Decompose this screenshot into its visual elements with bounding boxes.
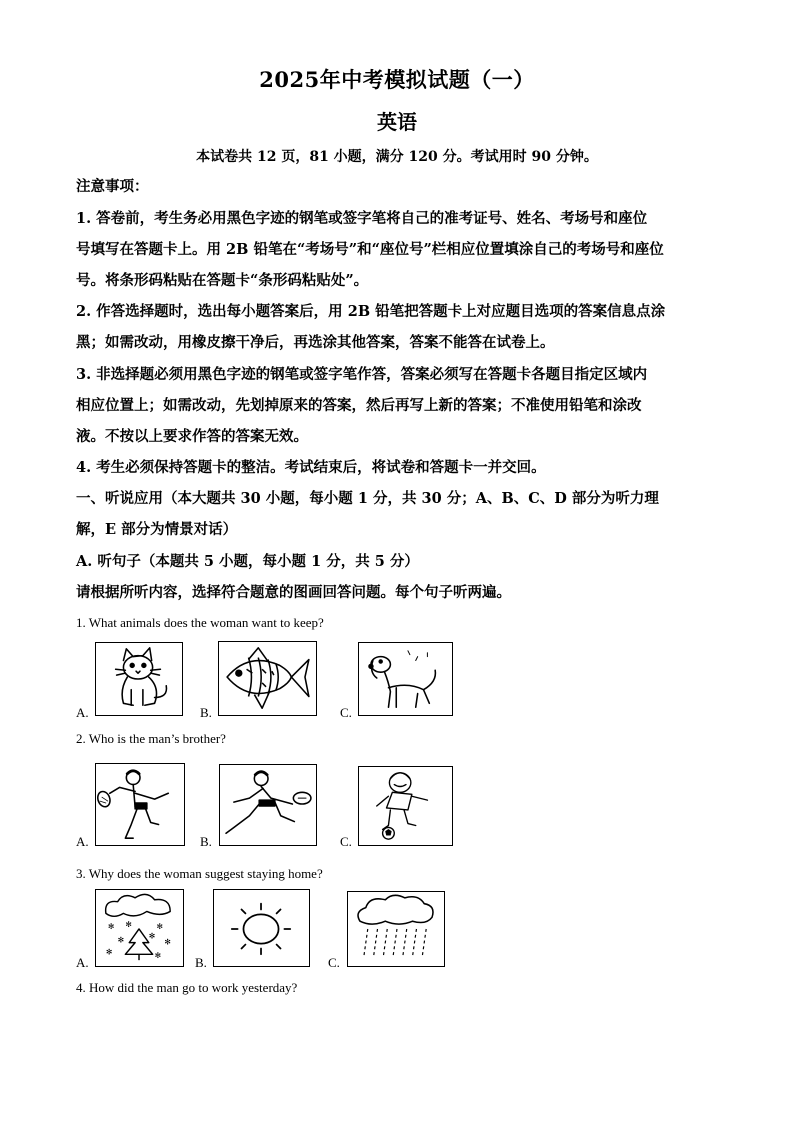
option-1a-image[interactable] [95,642,183,716]
subject-title: 英语 [377,110,417,134]
svg-text:✻: ✻ [156,921,164,931]
fish-icon [219,642,316,715]
question-1-text: 1. What animals does the woman want to keep? [76,615,324,630]
cat-icon [96,643,182,715]
notice-line: 液。不按以上要求作答的答案无效。 [76,428,308,445]
option-3a-image[interactable] [95,889,184,967]
part-a-instruction: 请根据所听内容，选择符合题意的图画回答问题。每个句子听两遍。 [76,584,511,601]
option-3b-image[interactable] [213,889,310,967]
svg-text:✻: ✻ [148,931,156,941]
svg-text:✻: ✻ [154,951,162,961]
option-label: B. [195,955,207,970]
option-2a-image[interactable] [95,763,185,846]
soccer-player-icon [359,767,452,845]
svg-text:✻: ✻ [125,920,132,930]
question-3-text: 3. Why does the woman suggest staying home? [76,866,323,881]
section-heading: 一、听说应用（本大题共 30 小题，每小题 1 分，共 30 分；A、B、C、D 部分为听力理 [76,490,659,507]
option-label: C. [328,955,340,970]
option-1c-image[interactable] [358,642,453,716]
option-1b-image[interactable] [218,641,317,716]
notice-line: 2. 作答选择题时，选出每小题答案后，用 2B 铅笔把答题卡上对应题目选项的答案信息点涂 [76,303,666,320]
exam-title: 2025年中考模拟试题（一） [259,67,535,92]
svg-text:✻: ✻ [105,947,113,957]
tennis-player-icon [96,764,184,845]
notice-line: 号。将条形码粘贴在答题卡“条形码粘贴处”。 [76,272,369,289]
exam-meta: 本试卷共 12 页，81 小题，满分 120 分。考试用时 90 分钟。 [196,149,598,165]
option-2c-image[interactable] [358,766,453,846]
notice-line: 黑；如需改动，用橡皮擦干净后，再选涂其他答案，答案不能答在试卷上。 [76,334,555,351]
snow-icon [96,890,183,966]
notice-line: 1. 答卷前，考生务必用黑色字迹的钢笔或签字笔将自己的准考证号、姓名、考场号和座位 [76,210,648,227]
question-2-text: 2. Who is the man’s brother? [76,731,226,746]
svg-text:✻: ✻ [107,921,115,931]
rugby-player-icon [220,765,316,845]
option-3c-image[interactable] [347,891,445,967]
option-label: A. [76,705,89,720]
option-label: B. [200,834,212,849]
notice-heading: 注意事项： [76,178,149,195]
notice-line: 3. 非选择题必须用黑色字迹的钢笔或签字笔作答，答案必须写在答题卡各题目指定区域内 [76,366,648,383]
rain-cloud-icon [348,892,444,966]
option-label: C. [340,834,352,849]
notice-line: 号填写在答题卡上。用 2B 铅笔在“考场号”和“座位号”栏相应位置填涂自己的考场号和座位 [76,241,664,258]
notice-line: 4. 考生必须保持答题卡的整洁。考试结束后，将试卷和答题卡一并交回。 [76,459,546,476]
option-label: A. [76,955,89,970]
svg-text:✻: ✻ [117,935,125,945]
part-a-heading: A. 听句子（本题共 5 小题，每小题 1 分，共 5 分） [76,553,419,570]
sun-icon [214,890,309,966]
svg-text:✻: ✻ [164,937,171,947]
notice-line: 相应位置上；如需改动，先划掉原来的答案，然后再写上新的答案；不准使用铅笔和涂改 [76,397,642,414]
dog-icon [359,643,452,715]
option-2b-image[interactable] [219,764,317,846]
option-label: C. [340,705,352,720]
option-label: A. [76,834,89,849]
section-heading-cont: 解，E 部分为情景对话） [76,521,238,538]
question-4-text: 4. How did the man go to work yesterday? [76,980,298,995]
option-label: B. [200,705,212,720]
